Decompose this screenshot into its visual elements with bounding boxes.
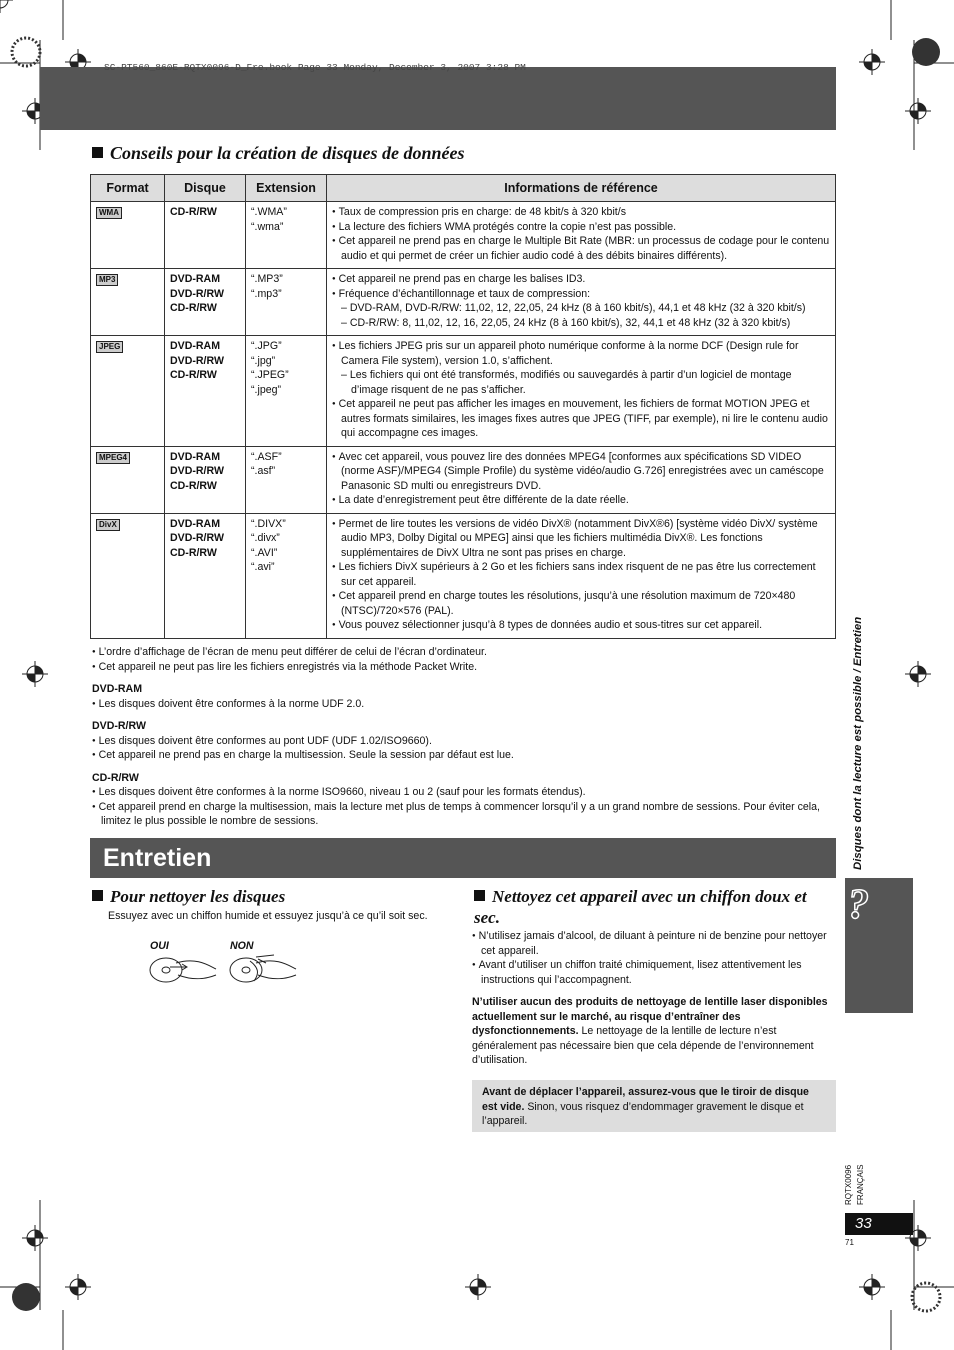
- extension-value: “.jpg”: [251, 354, 276, 367]
- info-item: ● Les fichiers DivX supérieurs à 2 Go et les fichiers sans index risquent de ne pas être lus correctement sur cet appareil.: [332, 560, 830, 589]
- disc-type: CD-R/RW: [170, 302, 217, 314]
- disc-type: CD-R/RW: [170, 369, 217, 381]
- square-bullet-icon: [92, 147, 103, 158]
- header-format: Format: [91, 175, 165, 202]
- disc-type: CD-R/RW: [170, 479, 217, 492]
- list-item: ● Avant d’utiliser un chiffon traité chimiquement, lisez attentivement les instructions qui l’accompagnent.: [472, 958, 836, 987]
- info-cell: [327, 269, 836, 336]
- disc-type: DVD-R/RW: [170, 287, 224, 300]
- info-cell: [327, 202, 836, 269]
- header-info: Informations de référence: [327, 175, 836, 202]
- square-bullet-icon: [474, 890, 485, 901]
- info-item: ● Cet appareil prend en charge toutes les résolutions, jusqu’à une résolution maximum de 720×480 (NTSC)/720×576 (PAL).: [332, 589, 830, 618]
- header-extension: Extension: [246, 175, 327, 202]
- sheet-number: 71: [845, 1238, 854, 1247]
- extension-value: “.JPEG”: [251, 369, 289, 381]
- entretien-title: Entretien: [103, 844, 212, 872]
- model-code: RQTX0096: [844, 1164, 853, 1205]
- format-tag: WMA: [96, 207, 122, 219]
- no-label: NON: [230, 940, 254, 952]
- format-cell: [91, 202, 165, 269]
- header-bar: [40, 67, 836, 130]
- disc-type: DVD-RAM: [170, 517, 221, 530]
- info-item: ● Cet appareil ne peut pas afficher les images en mouvement, les fichiers de format MOTION JPEG et autres formats similaires, les images fixes autres que JPEG (TIFF, par exemple), ni lire le contenu audio qui accompagne ces images.: [332, 397, 830, 441]
- extension-value: “.asf”: [251, 465, 276, 477]
- header-disque: Disque: [165, 175, 246, 202]
- list-item: ● Cet appareil prend en charge la multisession, mais la lecture met plus de temps à commencer lorsqu’il y a un grand nombre de sessions. Pour éviter cela, limitez le plus possible le nombre de sessions.: [92, 800, 840, 829]
- extension-value: “.avi”: [251, 561, 275, 573]
- ok-label: OUI: [150, 940, 169, 952]
- section-title-clean-unit: Nettoyez cet appareil avec un chiffon doux et sec.: [474, 887, 807, 927]
- info-item: ● La lecture des fichiers WMA protégés contre la copie n’est pas possible.: [332, 220, 830, 235]
- format-cell: [91, 336, 165, 447]
- notes-section: [92, 645, 840, 829]
- disque-cell: [165, 336, 246, 447]
- disque-cell: [165, 269, 246, 336]
- format-table: [90, 174, 836, 639]
- list-item: ● Cet appareil ne peut pas lire les fichiers enregistrés via la méthode Packet Write.: [92, 660, 840, 675]
- disc-wiping-illustration: [146, 953, 306, 989]
- side-section-label: Disques dont la lecture est possible / Entretien: [852, 616, 864, 870]
- info-item: – DVD-RAM, DVD-R/RW: 11,02, 12, 22,05, 24 kHz (8 à 160 kbit/s), 44,1 et 48 kHz (32 à 320 kbit/s): [332, 301, 830, 316]
- format-tag: MP3: [96, 274, 118, 286]
- list-item: ● N’utilisez jamais d’alcool, de diluant à peinture ni de benzine pour nettoyer cet appareil.: [472, 929, 836, 958]
- list-item: ● L’ordre d’affichage de l’écran de menu peut différer de celui de l’écran d’ordinateur.: [92, 645, 840, 660]
- clean-unit-body: [472, 929, 836, 1068]
- dvd-rrw-heading: DVD-R/RW: [92, 720, 146, 732]
- disc-type: DVD-R/RW: [170, 532, 224, 544]
- table-row: [91, 513, 836, 638]
- clean-unit-bullets: [472, 929, 836, 987]
- info-item: – CD-R/RW: 8, 11,02, 12, 16, 22,05, 24 kHz (8 à 160 kbit/s), 32, 44,1 et 48 kHz (32 à 320 kbit/s): [332, 316, 830, 331]
- disc-type: CD-R/RW: [170, 546, 217, 559]
- list-item: ● Les disques doivent être conformes à la norme ISO9660, niveau 1 ou 2 (sauf pour les formats étendus).: [92, 785, 840, 800]
- table-row: [91, 336, 836, 447]
- info-item: ● Cet appareil ne prend pas en charge les balises ID3.: [332, 272, 830, 287]
- dvd-ram-heading: DVD-RAM: [92, 683, 143, 695]
- cd-rrw-heading: CD-R/RW: [92, 771, 139, 784]
- format-tag: MPEG4: [96, 452, 130, 464]
- disc-type: DVD-R/RW: [170, 465, 224, 477]
- extension-value: “.WMA”: [251, 206, 287, 218]
- info-item: ● Les fichiers JPEG pris sur un appareil photo numérique conforme à la norme DCF (Design rule for Camera File system), version 1.0, s’affichent.: [332, 339, 830, 368]
- cd-rrw-notes: [92, 785, 840, 829]
- table-row: [91, 446, 836, 513]
- page-number-box: [845, 1213, 913, 1235]
- info-item: – Les fichiers qui ont été transformés, modifiés ou sauvegardés à partir d’un logiciel de montage d’image risquent de ne pas s’afficher.: [332, 368, 830, 397]
- disc-type: DVD-RAM: [170, 450, 221, 463]
- info-item: ● Avec cet appareil, vous pouvez lire des données MPEG4 [conformes aux spécifications SD VIDEO (norme ASF)/MPEG4 (Simple Profile) du système vidéo/audio G.726] enregistrées avec un caméscope Panasonic SD multi ou enregistreurs DVD.: [332, 450, 830, 494]
- format-cell: [91, 513, 165, 638]
- language-label: FRANÇAIS: [856, 1164, 865, 1205]
- extension-cell: [246, 513, 327, 638]
- general-notes: [92, 645, 840, 674]
- info-cell: [327, 446, 836, 513]
- question-mark-icon: [845, 878, 913, 1013]
- info-item: ● La date d’enregistrement peut être différente de la date réelle.: [332, 493, 830, 508]
- page-number: 33: [855, 1215, 872, 1232]
- svg-text:?: ?: [848, 882, 869, 928]
- disque-cell: [165, 513, 246, 638]
- disc-type: DVD-RAM: [170, 340, 221, 352]
- info-item: ● Cet appareil ne prend pas en charge le Multiple Bit Rate (MBR: un processus de codage pour le contenu audio et qui permet de créer un fichier audio codé à des débits binaires différents).: [332, 234, 830, 263]
- extension-cell: [246, 269, 327, 336]
- info-cell: [327, 336, 836, 447]
- extension-value: “.wma”: [251, 220, 284, 233]
- section-title-clean-discs: Pour nettoyer les disques: [92, 887, 285, 907]
- format-tag: JPEG: [96, 341, 123, 353]
- extension-cell: [246, 336, 327, 447]
- file-info: SC-PT560_860E-RQTX0096-D_Fre.book Page 33 Monday, December 3, 2007 3:28 PM: [104, 62, 526, 73]
- info-cell: [327, 513, 836, 638]
- move-note-box: Avant de déplacer l’appareil, assurez-vous que le tiroir de disque est vide. Sinon, vous risquez d’endommager gravement le disque et l’appareil.: [472, 1080, 836, 1132]
- extension-value: “.JPG”: [251, 340, 282, 352]
- extension-value: “.mp3”: [251, 287, 282, 300]
- disc-type: DVD-R/RW: [170, 354, 224, 367]
- info-item: ● Taux de compression pris en charge: de 48 kbit/s à 320 kbit/s: [332, 205, 830, 220]
- extension-value: “.AVI”: [251, 546, 278, 559]
- format-cell: [91, 446, 165, 513]
- clean-discs-text: Essuyez avec un chiffon humide et essuyez jusqu’à ce qu’il soit sec.: [108, 910, 428, 922]
- dvd-ram-notes: [92, 697, 840, 712]
- disc-type: CD-R/RW: [170, 206, 217, 218]
- disc-type: DVD-RAM: [170, 273, 221, 285]
- list-item: ● Les disques doivent être conformes à la norme UDF 2.0.: [92, 697, 840, 712]
- entretien-banner: [90, 838, 836, 878]
- table-row: [91, 202, 836, 269]
- extension-value: “.DIVX”: [251, 517, 286, 530]
- info-item: ● Fréquence d’échantillonnage et taux de compression:: [332, 287, 830, 302]
- format-cell: [91, 269, 165, 336]
- list-item: ● Les disques doivent être conformes au pont UDF (UDF 1.02/ISO9660).: [92, 734, 840, 749]
- lens-warning: N’utiliser aucun des produits de nettoyage de lentille laser disponibles actuellement sur le marché, au risque d’entraîner des dysfonctionnements. Le nettoyage de la lentille de lecture n’est généralement pas nécessaire bien que cela dépende de l’environnement d’utilisation.: [472, 996, 828, 1066]
- dvd-rrw-notes: [92, 734, 840, 763]
- format-tag: DivX: [96, 519, 120, 531]
- disque-cell: [165, 446, 246, 513]
- extension-value: “.MP3”: [251, 273, 283, 285]
- table-header-row: [91, 175, 836, 202]
- info-item: ● Vous pouvez sélectionner jusqu’à 8 types de données audio et sous-titres sur cet appareil.: [332, 618, 830, 633]
- help-tab: [845, 878, 913, 1013]
- extension-value: “.jpeg”: [251, 383, 282, 396]
- section-title-data-discs: Conseils pour la création de disques de données: [92, 143, 465, 164]
- disque-cell: [165, 202, 246, 269]
- table-row: [91, 269, 836, 336]
- extension-cell: [246, 446, 327, 513]
- square-bullet-icon: [92, 890, 103, 901]
- extension-value: “.divx”: [251, 532, 280, 544]
- list-item: ● Cet appareil ne prend pas en charge la multisession. Seule la session par défaut est lue.: [92, 748, 840, 763]
- info-item: ● Permet de lire toutes les versions de vidéo DivX® (notamment DivX®6) [système vidéo DivX/ système audio MP3, Dolby Digital ou MPEG] ainsi que les fichiers multimédia DivX®. Les fonctions supplémentaires de DivX Ultra ne sont pas prises en charge.: [332, 517, 830, 561]
- extension-value: “.ASF”: [251, 450, 282, 463]
- extension-cell: [246, 202, 327, 269]
